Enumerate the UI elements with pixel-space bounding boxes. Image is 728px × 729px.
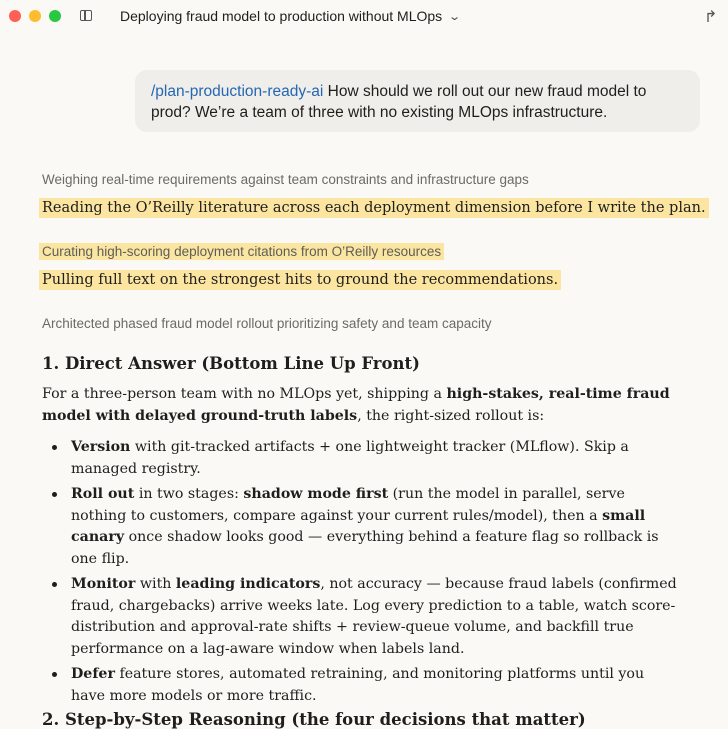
bullet-bold: shadow mode first	[243, 486, 389, 502]
thinking-status-2[interactable]: Curating high-scoring deployment citations from O’Reilly resources	[39, 243, 444, 260]
bullet-text: with	[135, 576, 176, 592]
bullet-bold: Defer	[71, 666, 115, 682]
bullet-bold: Version	[71, 439, 131, 455]
slash-command: /plan-production-ready-ai	[151, 83, 324, 100]
bullet-text: with git-tracked artifacts + one lightweight tracker (MLflow). Skip a managed registry.	[71, 439, 629, 477]
conversation-title[interactable]	[120, 8, 462, 24]
highlighted-step-1: Reading the O’Reilly literature across each deployment dimension before I write the plan.	[39, 198, 709, 218]
chevron-down-icon[interactable]: ⌄	[448, 10, 462, 23]
section-heading-2: 2. Step-by-Step Reasoning (the four decisions that matter)	[42, 710, 586, 729]
maximize-window-button[interactable]	[49, 10, 61, 22]
bullet-list	[42, 437, 682, 711]
close-window-button[interactable]	[9, 10, 21, 22]
title-bar	[0, 0, 728, 34]
section-heading-1: 1. Direct Answer (Bottom Line Up Front)	[42, 354, 420, 373]
thinking-status-1[interactable]: Weighing real-time requirements against team constraints and infrastructure gaps	[42, 172, 529, 187]
bullet-text: (run the model in parallel, serve nothing to customers, compare against your current rules/model), then a	[71, 486, 625, 524]
bullet-bold: small canary	[71, 507, 646, 545]
bullet-text: in two stages:	[134, 486, 244, 502]
intro-bold: high-stakes, real-time fraud model with delayed ground-truth labels	[42, 386, 670, 424]
share-icon[interactable]: ↱	[704, 9, 718, 26]
bullet-text: feature stores, automated retraining, and monitoring platforms until you have more models or more traffic.	[71, 666, 645, 704]
bullet-text: , not accuracy — because fraud labels (confirmed fraud, chargebacks) arrive weeks late. Log every prediction to a table, watch score-distribution and approval-rate shifts + review-queue volume, and backfill true performance on a lag-aware window when labels land.	[71, 576, 677, 657]
user-message-text: How should we roll out our new fraud model to prod? We’re a team of three with no existing MLOps infrastructure.	[151, 83, 647, 121]
list-item	[42, 664, 682, 707]
list-item	[42, 484, 682, 570]
thinking-status-3[interactable]: Architected phased fraud model rollout prioritizing safety and team capacity	[42, 316, 492, 331]
list-item	[42, 574, 682, 660]
intro-text: For a three-person team with no MLOps yet, shipping a	[42, 386, 447, 402]
bullet-bold: leading indicators	[175, 576, 321, 592]
conversation-title-text: Deploying fraud model to production without MLOps	[120, 8, 443, 24]
intro-text-end: , the right-sized rollout is:	[357, 407, 545, 424]
user-message	[135, 70, 700, 132]
list-item	[42, 437, 682, 480]
sidebar-toggle-icon[interactable]	[80, 10, 92, 21]
intro-paragraph	[42, 384, 682, 427]
bullet-bold: Monitor	[71, 576, 136, 592]
bullet-text: once shadow looks good — everything behind a feature flag so rollback is one flip.	[71, 529, 659, 567]
bullet-bold: Roll out	[71, 486, 135, 502]
highlighted-step-2: Pulling full text on the strongest hits to ground the recommendations.	[39, 270, 561, 290]
minimize-window-button[interactable]	[29, 10, 41, 22]
